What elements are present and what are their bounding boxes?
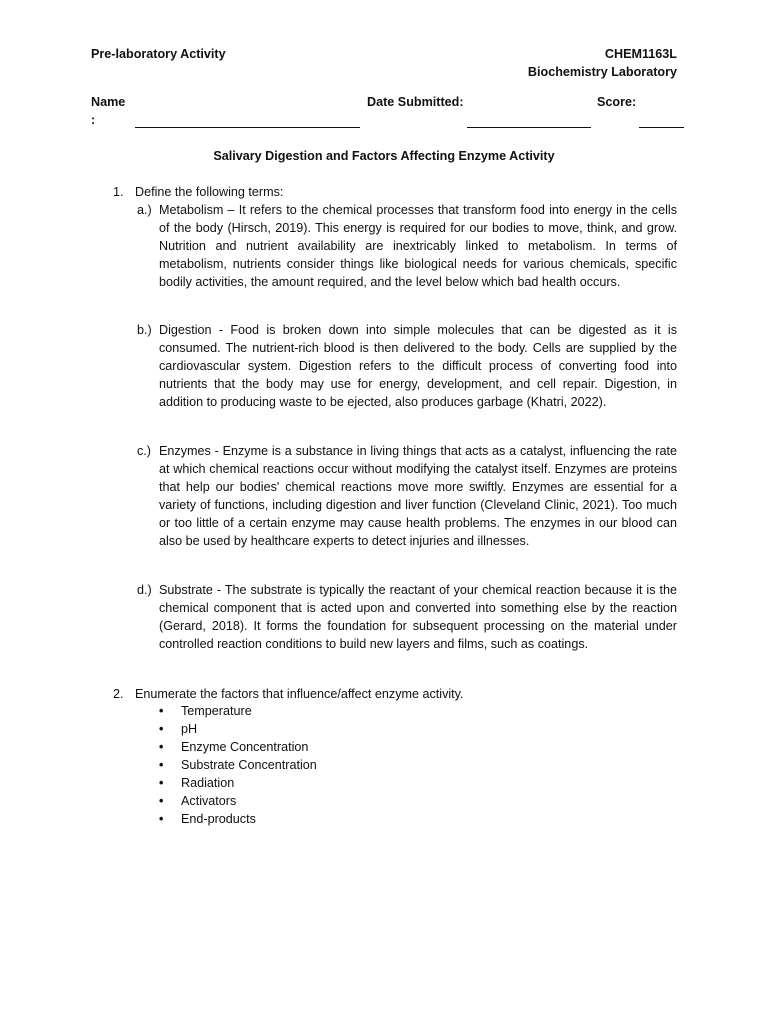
list-item: [159, 792, 317, 810]
question-1-prompt: Define the following terms:: [135, 185, 284, 199]
name-colon: :: [91, 113, 96, 127]
activity-title: Salivary Digestion and Factors Affecting Enzyme Activity: [213, 149, 555, 163]
term-c-marker: c.): [137, 444, 151, 458]
list-item: [159, 756, 317, 774]
bullet-icon: •: [159, 704, 164, 718]
term-d-marker: d.): [137, 583, 152, 597]
term-c-definition: Enzymes - Enzyme is a substance in living things that acts as a catalyst, influencing the rate at which chemical reactions occur without modifying the catalyst itself. Enzymes are proteins that help our bodies' chemical reactions move more swiftly. Enzymes are essential for a variety of functions, including digestion and liver function (Cleveland Clinic, 2021). Too much or too little of a certain enzyme may cause health problems. The enzymes in our blood can also be used by healthcare experts to detect injuries and illnesses.: [159, 444, 677, 548]
bullet-icon: •: [159, 812, 164, 826]
question-2-number: 2.: [113, 687, 124, 701]
name-blank-line: [135, 127, 360, 128]
factor-radiation: Radiation: [181, 776, 235, 790]
factor-ph: pH: [181, 722, 198, 736]
date-submitted-label: Date Submitted:: [367, 95, 464, 109]
course-name: Biochemistry Laboratory: [527, 65, 677, 79]
score-blank-line: [639, 127, 684, 128]
term-a-marker: a.): [137, 203, 152, 217]
list-item: [159, 720, 317, 738]
list-item: [159, 738, 317, 756]
term-a-definition: Metabolism – It refers to the chemical processes that transform food into energy in the cells of the body (Hirsch, 2019). This energy is required for our bodies to move, think, and grow. Nutrition and nutrient availability are inextricably linked to metabolism. In terms of metabolism, nutrients consider things like biological needs for various chemicals, specific bodily activities, the amount required, and the level below which bad health occurs.: [159, 203, 677, 289]
factor-end-products: End-products: [181, 812, 256, 826]
activity-type-heading: Pre-laboratory Activity: [91, 47, 226, 61]
course-code: CHEM1163L: [604, 47, 677, 61]
list-item: [159, 702, 317, 720]
course-heading: [528, 45, 677, 81]
bullet-icon: •: [159, 776, 164, 790]
name-label: Name: [91, 95, 126, 109]
bullet-icon: •: [159, 794, 164, 808]
question-2-prompt: Enumerate the factors that influence/affect enzyme activity.: [135, 687, 464, 701]
score-label: Score:: [597, 95, 637, 109]
term-b-definition: Digestion - Food is broken down into simple molecules that can be digested as it is consumed. The nutrient-rich blood is then delivered to the body. Cells are supplied by the cardiovascular system. Digestion refers to the difficult process of converting food into nutrients that the body may use for energy, development, and cell repair. Digestion, in addition to producing waste to be ejected, also produces garbage (Khatri, 2022).: [159, 323, 677, 409]
term-d-definition: Substrate - The substrate is typically the reactant of your chemical reaction because it is the chemical component that is acted upon and converted into something else by the reaction (Gerard, 2018). It forms the foundation for subsequent processing on the material under controlled reaction conditions to build new layers and films, such as coatings.: [159, 583, 677, 651]
list-item: [159, 810, 317, 828]
list-item: [159, 774, 317, 792]
date-blank-line: [467, 127, 591, 128]
factor-enzyme-concentration: Enzyme Concentration: [181, 740, 309, 754]
factor-substrate-concentration: Substrate Concentration: [181, 758, 317, 772]
bullet-icon: •: [159, 740, 164, 754]
enzyme-factors-list: [159, 702, 317, 828]
bullet-icon: •: [159, 722, 164, 736]
bullet-icon: •: [159, 758, 164, 772]
question-1-number: 1.: [113, 185, 124, 199]
factor-temperature: Temperature: [181, 704, 252, 718]
term-b-marker: b.): [137, 323, 152, 337]
factor-activators: Activators: [181, 794, 237, 808]
